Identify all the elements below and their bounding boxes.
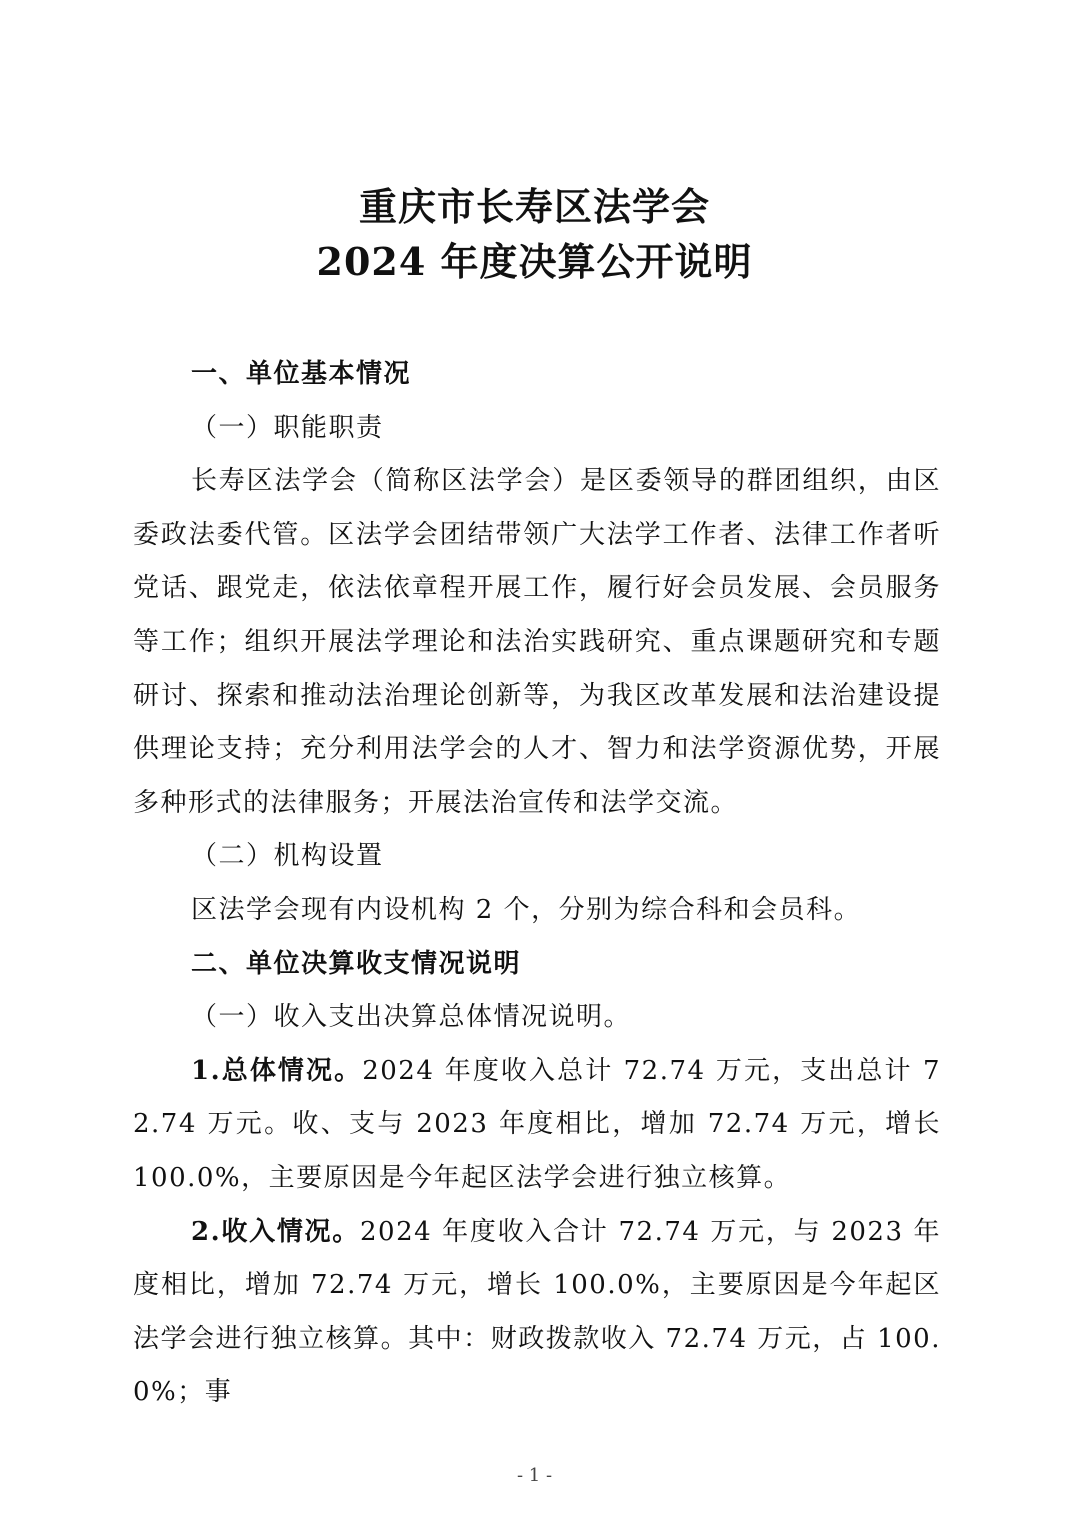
section2-heading: 二、单位决算收支情况说明	[191, 948, 522, 979]
item1-lead: 1.总体情况。	[191, 1055, 363, 1086]
item1-text: 2024 年度收入总计 72.74 万元，支出总计 72.74 万元。收、支与 2023 年度相比，增加 72.74 万元，增长 100.0%，主要原因是今年起区法学会进行独立核算。	[133, 1055, 941, 1193]
item2-text: 2024 年度收入合计 72.74 万元，与 2023 年度相比，增加 72.74 万元，增长 100.0%，主要原因是今年起区法学会进行独立核算。其中：财政拨款收入 72.74 万元，占 100.0%；事	[133, 1216, 941, 1408]
section2-item-2	[133, 1206, 941, 1420]
page-number: - 1 -	[516, 1465, 553, 1486]
section1-subheading-1: （一）职能职责	[191, 412, 384, 443]
section1-heading: 一、单位基本情况	[191, 359, 412, 389]
section2-item-1	[133, 1045, 941, 1206]
document-body	[133, 348, 941, 1420]
item2-lead: 2.收入情况。	[191, 1216, 360, 1247]
section1-subheading-2: （二）机构设置	[191, 841, 384, 872]
section1-paragraph-2: 区法学会现有内设机构 2 个，分别为综合科和会员科。	[191, 894, 862, 925]
section2-subheading-1: （一）收入支出决算总体情况说明。	[191, 1002, 632, 1033]
document-title-line1: 重庆市长寿区法学会	[358, 184, 710, 229]
document-title-line2: 2024 年度决算公开说明	[316, 239, 753, 284]
section1-paragraph-1: 长寿区法学会（简称区法学会）是区委领导的群团组织，由区委政法委代管。区法学会团结带领广大法学工作者、法律工作者听党话、跟党走，依法依章程开展工作，履行好会员发展、会员服务等工作；组织开展法学理论和法治实践研究、重点课题研究和专题研讨、探索和推动法治理论创新等，为我区改革发展和法治建设提供理论支持；充分利用法学会的人才、智力和法学资源优势，开展多种形式的法律服务；开展法治宣传和法学交流。	[133, 466, 941, 818]
